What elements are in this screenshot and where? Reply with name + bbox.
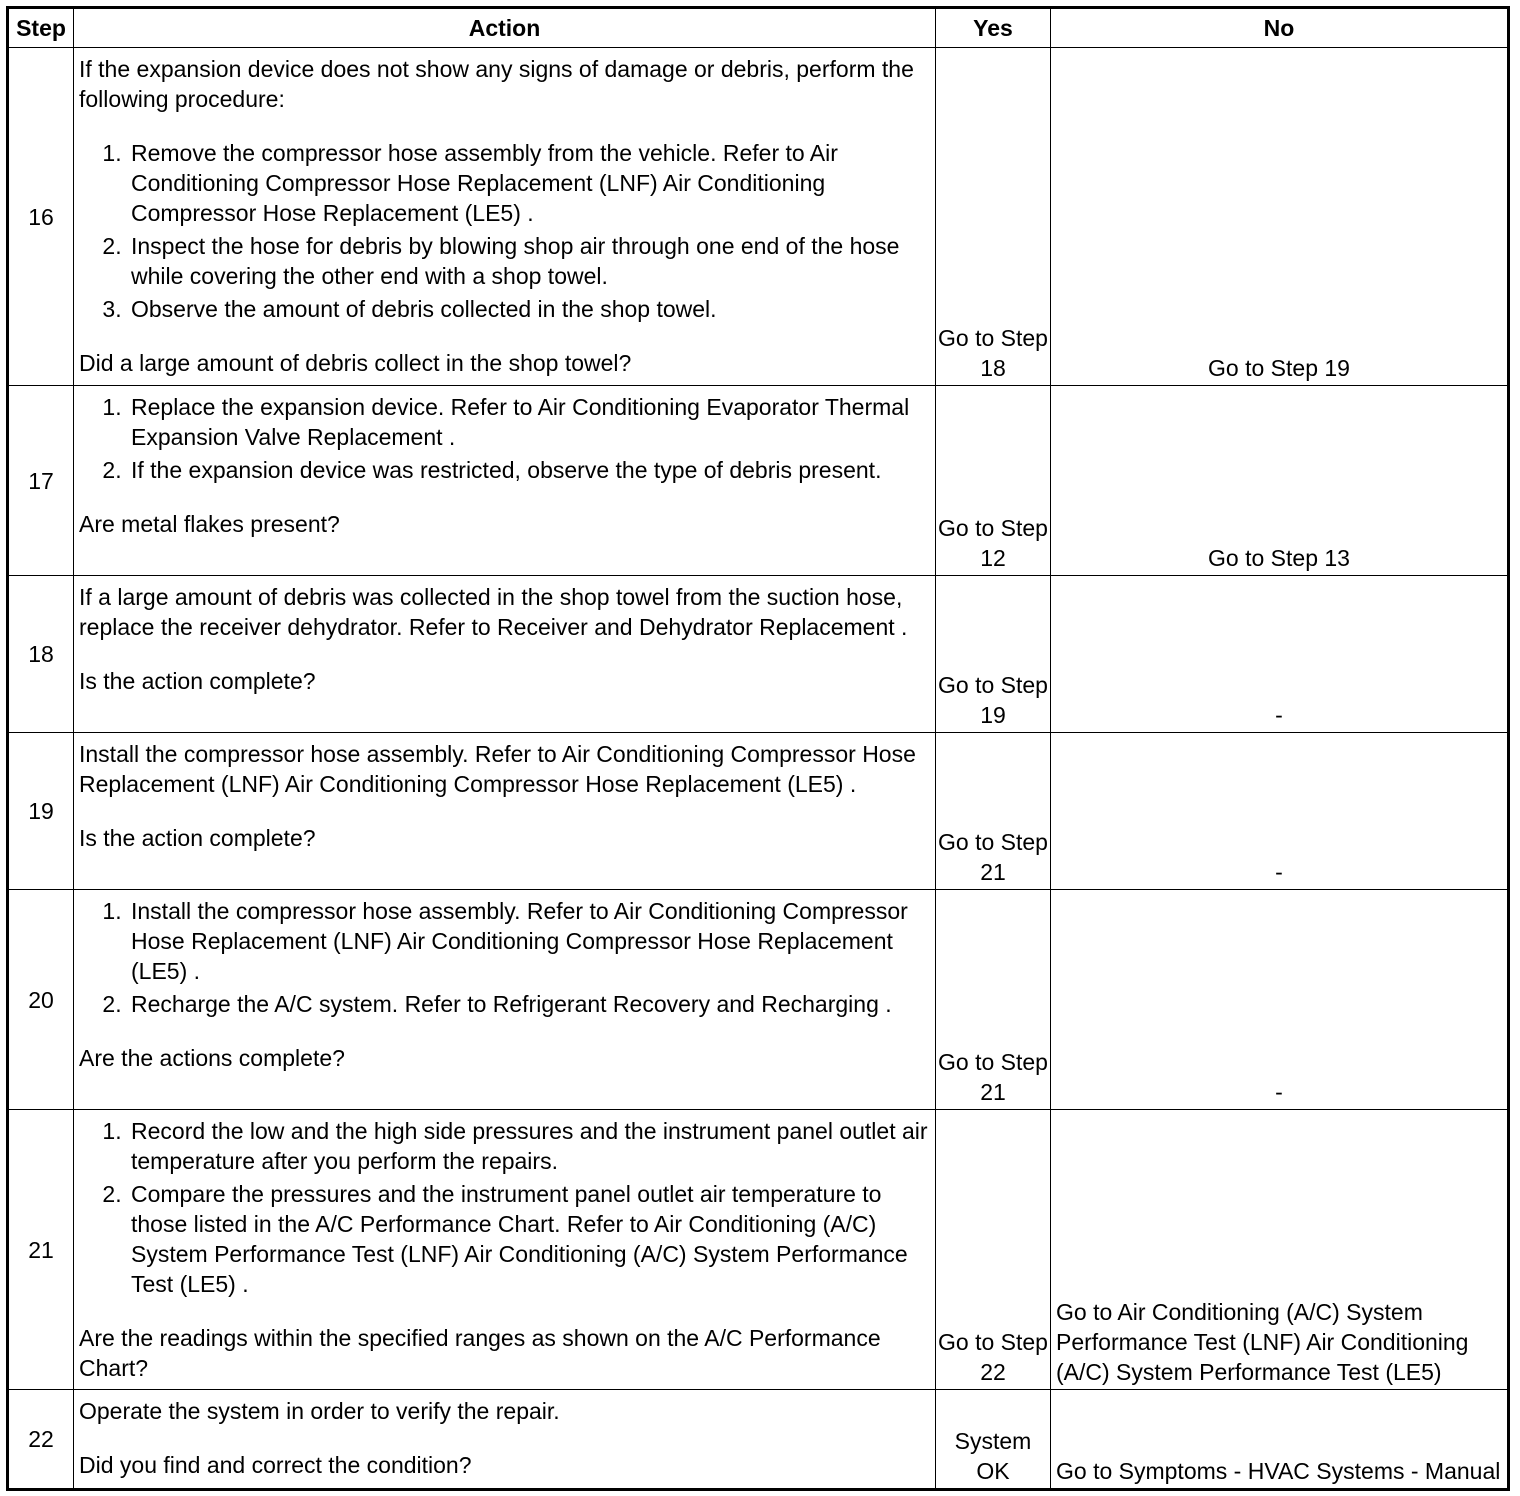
list-item: 1. Record the low and the high side pressures and the instrument panel outlet air temperature after you perform the repairs. [128,1116,931,1176]
yes-cell: Go to Step 21 [936,733,1051,890]
action-question: Is the action complete? [79,668,316,694]
no-cell: Go to Step 19 [1051,48,1509,386]
action-intro: If a large amount of debris was collected in the shop towel from the suction hose, replace the receiver dehydrator. Refer to Receiver and Dehydrator Replacement . [79,584,908,640]
action-cell [74,733,936,890]
list-item: 2. If the expansion device was restricted, observe the type of debris present. [128,455,931,485]
list-item: 1. Replace the expansion device. Refer to Air Conditioning Evaporator Thermal Expansion Valve Replacement . [128,392,931,452]
action-cell [74,48,936,386]
list-item: 2. Compare the pressures and the instrument panel outlet air temperature to those listed in the A/C Performance Chart. Refer to Air Conditioning (A/C) System Performance Test (LNF) Air Conditioning (A/C) System Performance Test (LE5) . [128,1179,931,1299]
list-item: 1. Remove the compressor hose assembly from the vehicle. Refer to Air Conditioning Compressor Hose Replacement (LNF) Air Conditioning Compressor Hose Replacement (LE5) . [128,138,931,228]
yes-cell: Go to Step 22 [936,1110,1051,1390]
action-cell [74,890,936,1110]
action-question: Are metal flakes present? [79,511,340,537]
table-row [8,733,1509,890]
table-row [8,386,1509,576]
procedure-list [79,1116,931,1299]
action-question: Are the readings within the specified ranges as shown on the A/C Performance Chart? [79,1325,881,1381]
action-question: Is the action complete? [79,825,316,851]
step-number: 18 [8,576,74,733]
action-cell [74,576,936,733]
yes-cell: Go to Step 18 [936,48,1051,386]
list-item: 2. Recharge the A/C system. Refer to Refrigerant Recovery and Recharging . [128,989,931,1019]
action-question: Did you find and correct the condition? [79,1452,472,1478]
list-item: 1. Install the compressor hose assembly. Refer to Air Conditioning Compressor Hose Replacement (LNF) Air Conditioning Compressor Hose Replacement (LE5) . [128,896,931,986]
no-cell: - [1051,890,1509,1110]
yes-cell: Go to Step 21 [936,890,1051,1110]
no-cell: Go to Step 13 [1051,386,1509,576]
diagnostic-table [6,6,1510,1491]
step-number: 21 [8,1110,74,1390]
yes-cell: Go to Step 12 [936,386,1051,576]
action-intro: Install the compressor hose assembly. Refer to Air Conditioning Compressor Hose Replacement (LNF) Air Conditioning Compressor Hose Replacement (LE5) . [79,741,916,797]
header-row [8,8,1509,48]
table-row [8,890,1509,1110]
procedure-list [79,392,931,485]
step-number: 16 [8,48,74,386]
no-cell: - [1051,576,1509,733]
step-number: 17 [8,386,74,576]
action-question: Are the actions complete? [79,1045,345,1071]
action-cell [74,1110,936,1390]
action-cell [74,1390,936,1490]
no-cell: - [1051,733,1509,890]
yes-cell: Go to Step 19 [936,576,1051,733]
procedure-list [79,896,931,1019]
header-no: No [1051,8,1509,48]
step-number: 20 [8,890,74,1110]
header-step: Step [8,8,74,48]
procedure-list [79,138,931,324]
no-cell: Go to Symptoms - HVAC Systems - Manual [1051,1390,1509,1490]
no-cell: Go to Air Conditioning (A/C) System Performance Test (LNF) Air Conditioning (A/C) System Performance Test (LE5) [1051,1110,1509,1390]
action-intro: If the expansion device does not show any signs of damage or debris, perform the following procedure: [79,56,914,112]
step-number: 22 [8,1390,74,1490]
table-row [8,48,1509,386]
table-row [8,1390,1509,1490]
table-row [8,576,1509,733]
step-number: 19 [8,733,74,890]
list-item: 3. Observe the amount of debris collected in the shop towel. [128,294,931,324]
list-item: 2. Inspect the hose for debris by blowing shop air through one end of the hose while covering the other end with a shop towel. [128,231,931,291]
yes-cell: System OK [936,1390,1051,1490]
action-intro: Operate the system in order to verify the repair. [79,1398,560,1424]
header-action: Action [74,8,936,48]
table-row [8,1110,1509,1390]
action-cell [74,386,936,576]
header-yes: Yes [936,8,1051,48]
action-question: Did a large amount of debris collect in the shop towel? [79,350,632,376]
